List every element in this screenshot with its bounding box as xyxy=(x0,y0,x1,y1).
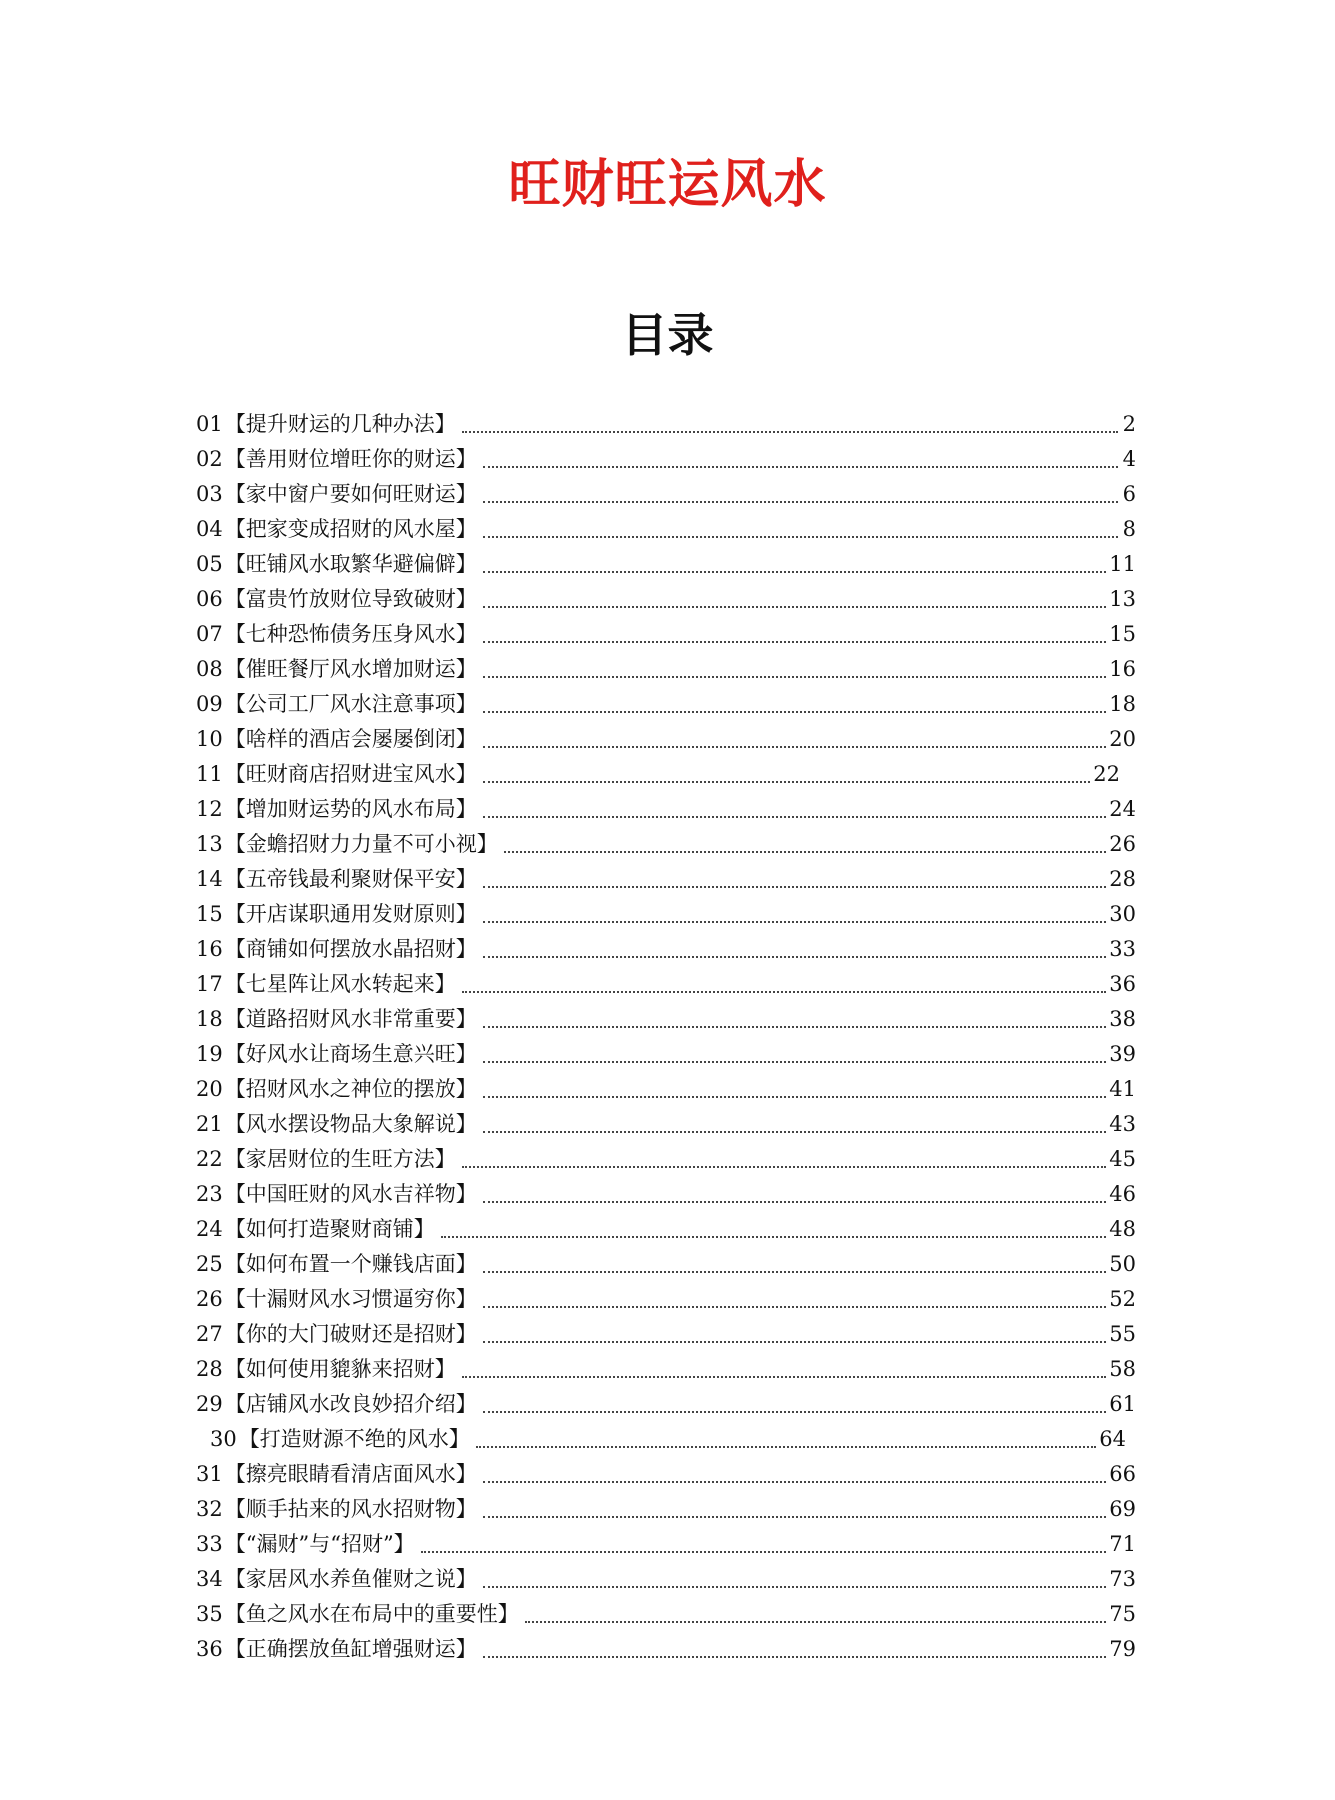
toc-entry[interactable] xyxy=(196,1212,1136,1247)
toc-dot-leader xyxy=(483,1201,1106,1203)
toc-entry-number: 35 xyxy=(196,1602,223,1626)
toc-entry-page: 45 xyxy=(1109,1147,1136,1171)
toc-entry-number: 27 xyxy=(196,1322,223,1346)
toc-entry-label xyxy=(196,792,477,827)
toc-entry-label xyxy=(196,967,456,1002)
toc-entry-page: 52 xyxy=(1109,1287,1136,1311)
toc-entry-label xyxy=(196,1352,456,1387)
toc-dot-leader xyxy=(476,1446,1096,1448)
toc-entry-number: 13 xyxy=(196,832,223,856)
toc-entry-number: 10 xyxy=(196,727,223,751)
toc-dot-leader xyxy=(462,991,1106,993)
toc-entry-number: 24 xyxy=(196,1217,223,1241)
toc-entry-number: 17 xyxy=(196,972,223,996)
toc-entry-title: 【家居风水养鱼催财之说】 xyxy=(224,1567,477,1591)
toc-entry[interactable] xyxy=(196,1072,1136,1107)
toc-entry-title: 【打造财源不绝的风水】 xyxy=(238,1427,470,1451)
toc-entry-label xyxy=(196,512,477,547)
toc-entry-page: 36 xyxy=(1109,972,1136,996)
toc-entry-label xyxy=(196,1597,519,1632)
toc-dot-leader xyxy=(483,816,1106,818)
toc-entry-page: 2 xyxy=(1122,412,1136,436)
toc-heading: 目录 xyxy=(621,308,714,362)
toc-entry[interactable] xyxy=(196,1142,1136,1177)
toc-entry-page: 15 xyxy=(1109,622,1136,646)
toc-entry-number: 03 xyxy=(196,482,223,506)
toc-entry[interactable] xyxy=(196,1562,1136,1597)
toc-entry[interactable] xyxy=(196,932,1136,967)
toc-dot-leader xyxy=(483,1061,1106,1063)
toc-dot-leader xyxy=(483,886,1106,888)
toc-dot-leader xyxy=(483,921,1106,923)
toc-entry-number: 04 xyxy=(196,517,223,541)
toc-entry-page: 46 xyxy=(1109,1182,1136,1206)
toc-entry-title: 【道路招财风水非常重要】 xyxy=(224,1007,477,1031)
toc-entry[interactable] xyxy=(196,617,1136,652)
toc-entry[interactable] xyxy=(196,1387,1136,1422)
toc-entry-title: 【家居财位的生旺方法】 xyxy=(224,1147,456,1171)
toc-dot-leader xyxy=(421,1551,1106,1553)
toc-entry-label xyxy=(196,932,477,967)
toc-entry[interactable] xyxy=(196,1422,1136,1457)
toc-entry[interactable] xyxy=(196,1247,1136,1282)
toc-entry-title: 【家中窗户要如何旺财运】 xyxy=(224,482,477,506)
toc-dot-leader xyxy=(441,1236,1106,1238)
toc-entry-number: 11 xyxy=(196,762,223,786)
toc-entry[interactable] xyxy=(196,897,1136,932)
toc-entry-page: 55 xyxy=(1109,1322,1136,1346)
toc-entry-page: 11 xyxy=(1109,552,1136,576)
toc-dot-leader xyxy=(483,711,1106,713)
toc-dot-leader xyxy=(483,571,1106,573)
toc-entry-page: 41 xyxy=(1109,1077,1136,1101)
toc-entry-number: 33 xyxy=(196,1532,223,1556)
toc-entry[interactable] xyxy=(196,1002,1136,1037)
toc-entry-label xyxy=(196,407,456,442)
toc-entry-label xyxy=(196,1282,477,1317)
toc-dot-leader xyxy=(483,1341,1106,1343)
toc-entry-title: 【增加财运势的风水布局】 xyxy=(224,797,477,821)
toc-entry-number: 31 xyxy=(196,1462,223,1486)
toc-dot-leader xyxy=(483,1306,1106,1308)
toc-entry-label xyxy=(196,1562,477,1597)
toc-entry[interactable] xyxy=(196,722,1136,757)
toc-dot-leader xyxy=(483,1516,1106,1518)
toc-entry-label xyxy=(196,1247,477,1282)
toc-entry-title: 【把家变成招财的风水屋】 xyxy=(224,517,477,541)
toc-entry-label xyxy=(196,617,477,652)
toc-entry[interactable] xyxy=(196,1527,1136,1562)
toc-entry[interactable] xyxy=(196,407,1136,442)
toc-entry-page: 4 xyxy=(1122,447,1136,471)
toc-dot-leader xyxy=(483,956,1106,958)
toc-dot-leader xyxy=(483,1481,1106,1483)
toc-entry-page: 30 xyxy=(1109,902,1136,926)
toc-entry[interactable] xyxy=(196,547,1136,582)
toc-entry-number: 29 xyxy=(196,1392,223,1416)
toc-dot-leader xyxy=(483,1656,1106,1658)
toc-entry-page: 73 xyxy=(1109,1567,1136,1591)
toc-entry-label xyxy=(196,687,477,722)
toc-entry[interactable] xyxy=(196,687,1136,722)
toc-entry-label xyxy=(196,1002,477,1037)
toc-entry-label xyxy=(196,1387,477,1422)
toc-entry-title: 【善用财位增旺你的财运】 xyxy=(224,447,477,471)
toc-entry-label xyxy=(196,1492,477,1527)
toc-entry-title: 【七种恐怖债务压身风水】 xyxy=(224,622,477,646)
toc-entry-number: 22 xyxy=(196,1147,223,1171)
toc-entry-label xyxy=(196,1212,435,1247)
toc-entry-page: 50 xyxy=(1109,1252,1136,1276)
toc-entry[interactable] xyxy=(196,1492,1136,1527)
toc-entry-page: 28 xyxy=(1109,867,1136,891)
toc-entry-title: 【店铺风水改良妙招介绍】 xyxy=(224,1392,477,1416)
toc-entry[interactable] xyxy=(196,1317,1136,1352)
toc-entry-page: 13 xyxy=(1109,587,1136,611)
toc-entry-title: 【催旺餐厅风水增加财运】 xyxy=(224,657,477,681)
toc-entry-title: 【如何打造聚财商铺】 xyxy=(224,1217,435,1241)
toc-entry-number: 08 xyxy=(196,657,223,681)
toc-entry-number: 19 xyxy=(196,1042,223,1066)
toc-entry-number: 14 xyxy=(196,867,223,891)
toc-dot-leader xyxy=(504,851,1106,853)
toc-entry-page: 71 xyxy=(1109,1532,1136,1556)
toc-entry-page: 43 xyxy=(1109,1112,1136,1136)
toc-entry-label xyxy=(196,582,477,617)
toc-entry[interactable] xyxy=(196,1597,1136,1632)
toc-entry-label xyxy=(196,1632,477,1667)
toc-entry-title: 【开店谋职通用发财原则】 xyxy=(224,902,477,926)
toc-dot-leader xyxy=(483,1411,1106,1413)
toc-dot-leader xyxy=(483,641,1106,643)
toc-entry-number: 34 xyxy=(196,1567,223,1591)
toc-entry[interactable] xyxy=(196,1632,1136,1667)
toc-entry-label xyxy=(196,897,477,932)
toc-entry-number: 02 xyxy=(196,447,223,471)
toc-entry[interactable] xyxy=(196,1282,1136,1317)
toc-entry[interactable] xyxy=(196,757,1136,792)
toc-dot-leader xyxy=(483,1586,1106,1588)
toc-dot-leader xyxy=(483,746,1106,748)
toc-entry-page: 48 xyxy=(1109,1217,1136,1241)
toc-dot-leader xyxy=(483,606,1106,608)
toc-entry-page: 69 xyxy=(1109,1497,1136,1521)
toc-dot-leader xyxy=(483,1096,1106,1098)
toc-entry-title: 【如何使用貔貅来招财】 xyxy=(224,1357,456,1381)
toc-entry-title: 【“漏财”与“招财”】 xyxy=(224,1532,415,1556)
toc-entry-label xyxy=(196,442,477,477)
toc-dot-leader xyxy=(462,431,1118,433)
toc-dot-leader xyxy=(462,1166,1106,1168)
toc-dot-leader xyxy=(462,1376,1106,1378)
toc-entry-number: 09 xyxy=(196,692,223,716)
toc-entry-page: 22 xyxy=(1093,762,1120,786)
toc-entry-label xyxy=(196,757,477,792)
toc-dot-leader xyxy=(483,676,1106,678)
toc-entry-label xyxy=(196,862,477,897)
toc-entry-number: 25 xyxy=(196,1252,223,1276)
toc-entry[interactable] xyxy=(196,582,1136,617)
toc-entry-number: 01 xyxy=(196,412,223,436)
toc-entry-label xyxy=(196,652,477,687)
toc-dot-leader xyxy=(525,1621,1106,1623)
toc-entry-number: 32 xyxy=(196,1497,223,1521)
toc-entry-title: 【鱼之风水在布局中的重要性】 xyxy=(224,1602,519,1626)
toc-dot-leader xyxy=(483,1026,1106,1028)
toc-entry-page: 58 xyxy=(1109,1357,1136,1381)
toc-entry-title: 【旺财商店招财进宝风水】 xyxy=(224,762,477,786)
toc-entry[interactable] xyxy=(196,1457,1136,1492)
toc-entry-number: 20 xyxy=(196,1077,223,1101)
document-title: 旺财旺运风水 xyxy=(508,154,827,215)
toc-entry-page: 6 xyxy=(1122,482,1136,506)
toc-entry-title: 【啥样的酒店会屡屡倒闭】 xyxy=(224,727,477,751)
toc-entry-number: 16 xyxy=(196,937,223,961)
toc-entry-page: 38 xyxy=(1109,1007,1136,1031)
toc-entry-page: 20 xyxy=(1109,727,1136,751)
toc-entry-label xyxy=(196,1457,477,1492)
toc-entry-number: 21 xyxy=(196,1112,223,1136)
toc-entry-number: 07 xyxy=(196,622,223,646)
toc-entry-page: 24 xyxy=(1109,797,1136,821)
toc-entry-label xyxy=(196,1317,477,1352)
toc-entry-title: 【提升财运的几种办法】 xyxy=(224,412,456,436)
toc-entry-title: 【七星阵让风水转起来】 xyxy=(224,972,456,996)
toc-entry-label xyxy=(196,827,498,862)
toc-dot-leader xyxy=(483,1131,1106,1133)
toc-dot-leader xyxy=(483,501,1118,503)
toc-entry-title: 【富贵竹放财位导致破财】 xyxy=(224,587,477,611)
toc-entry-number: 23 xyxy=(196,1182,223,1206)
toc-entry-page: 39 xyxy=(1109,1042,1136,1066)
toc-entry-label xyxy=(210,1422,470,1457)
toc-entry-title: 【你的大门破财还是招财】 xyxy=(224,1322,477,1346)
toc-entry-title: 【五帝钱最利聚财保平安】 xyxy=(224,867,477,891)
toc-entry-number: 36 xyxy=(196,1637,223,1661)
toc-entry-title: 【正确摆放鱼缸增强财运】 xyxy=(224,1637,477,1661)
toc-entry[interactable] xyxy=(196,862,1136,897)
toc-entry-page: 33 xyxy=(1109,937,1136,961)
toc-entry-number: 12 xyxy=(196,797,223,821)
toc-entry-number: 15 xyxy=(196,902,223,926)
toc-entry-number: 30 xyxy=(210,1427,237,1451)
toc-entry-title: 【中国旺财的风水吉祥物】 xyxy=(224,1182,477,1206)
toc-entry-page: 61 xyxy=(1109,1392,1136,1416)
toc-entry-title: 【金蟾招财力力量不可小视】 xyxy=(224,832,498,856)
toc-entry[interactable] xyxy=(196,967,1136,1002)
toc-entry-title: 【顺手拈来的风水招财物】 xyxy=(224,1497,477,1521)
toc-entry-label xyxy=(196,1107,477,1142)
toc-dot-leader xyxy=(483,536,1118,538)
toc-entry-label xyxy=(196,722,477,757)
toc-entry-title: 【商铺如何摆放水晶招财】 xyxy=(224,937,477,961)
toc-entry-title: 【公司工厂风水注意事项】 xyxy=(224,692,477,716)
toc-entry-number: 05 xyxy=(196,552,223,576)
toc-entry-number: 18 xyxy=(196,1007,223,1031)
toc-entry-number: 28 xyxy=(196,1357,223,1381)
toc-entry-title: 【擦亮眼睛看清店面风水】 xyxy=(224,1462,477,1486)
toc-entry[interactable] xyxy=(196,1352,1136,1387)
toc-entry-page: 16 xyxy=(1109,657,1136,681)
toc-entry-title: 【如何布置一个赚钱店面】 xyxy=(224,1252,477,1276)
toc-entry[interactable] xyxy=(196,652,1136,687)
toc-entry[interactable] xyxy=(196,827,1136,862)
toc-entry-label xyxy=(196,1142,456,1177)
toc-entry-label xyxy=(196,1037,477,1072)
toc-entry-page: 75 xyxy=(1109,1602,1136,1626)
toc-entry[interactable] xyxy=(196,1177,1136,1212)
toc-entry-label xyxy=(196,1527,415,1562)
toc-entry-title: 【招财风水之神位的摆放】 xyxy=(224,1077,477,1101)
toc-entry-title: 【旺铺风水取繁华避偏僻】 xyxy=(224,552,477,576)
toc-entry-title: 【十漏财风水习惯逼穷你】 xyxy=(224,1287,477,1311)
toc-entry-page: 26 xyxy=(1109,832,1136,856)
toc-entry-label xyxy=(196,1177,477,1212)
toc-entry-label xyxy=(196,477,477,512)
toc-entry[interactable] xyxy=(196,512,1136,547)
toc-entry-number: 26 xyxy=(196,1287,223,1311)
toc-entry[interactable] xyxy=(196,442,1136,477)
toc-entry-number: 06 xyxy=(196,587,223,611)
toc-dot-leader xyxy=(483,781,1090,783)
toc-entry[interactable] xyxy=(196,1107,1136,1142)
toc-entry[interactable] xyxy=(196,792,1136,827)
table-of-contents xyxy=(196,407,1136,1667)
toc-entry-page: 8 xyxy=(1122,517,1136,541)
toc-entry-label xyxy=(196,1072,477,1107)
toc-entry-label xyxy=(196,547,477,582)
toc-entry-page: 64 xyxy=(1099,1427,1126,1451)
toc-entry-page: 66 xyxy=(1109,1462,1136,1486)
toc-entry-title: 【风水摆设物品大象解说】 xyxy=(224,1112,477,1136)
toc-entry-page: 18 xyxy=(1109,692,1136,716)
toc-entry-page: 79 xyxy=(1109,1637,1136,1661)
toc-entry[interactable] xyxy=(196,477,1136,512)
toc-entry[interactable] xyxy=(196,1037,1136,1072)
toc-entry-title: 【好风水让商场生意兴旺】 xyxy=(224,1042,477,1066)
toc-dot-leader xyxy=(483,466,1118,468)
toc-dot-leader xyxy=(483,1271,1106,1273)
